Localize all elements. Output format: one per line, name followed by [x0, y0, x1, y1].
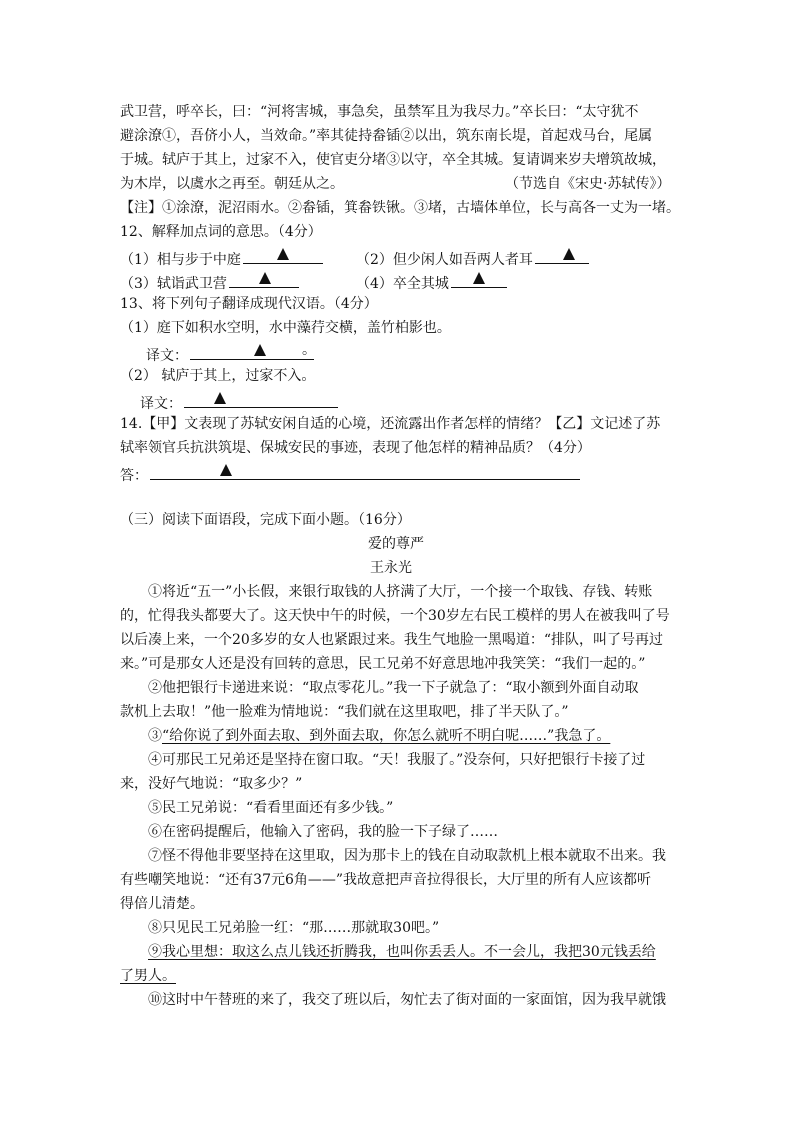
passage-line: 为木岸，以虞水之再至。朝廷从之。	[120, 176, 344, 192]
period-mark: 。	[302, 342, 316, 358]
q13-translation-2	[140, 390, 338, 414]
q12-item-2-text: （2）但少闲人如吾两人者耳	[356, 252, 533, 268]
section-heading: （三）阅读下面语段，完成下面小题。（16分）	[120, 512, 411, 528]
triangle-marker-icon	[563, 248, 575, 260]
question-14-line: 14.【甲】文表现了苏轼安闲自适的心境，还流露出作者怎样的情绪？【乙】文记述了苏	[120, 416, 661, 432]
q12-item-1-text: （1）相与步于中庭	[120, 252, 241, 268]
underlined-paragraph	[148, 726, 610, 748]
translation-blank[interactable]	[190, 342, 314, 360]
paragraph-line: ⑥在密码提醒后，他输入了密码，我的脸一下子绿了……	[148, 824, 498, 840]
paragraph-line: ⑩这时中午替班的来了，我交了班以后，匆忙去了街对面的一家面馆，因为我早就饿	[148, 992, 666, 1008]
triangle-marker-icon	[220, 464, 232, 476]
article-author: 王永光	[370, 560, 412, 576]
question-13-stem: 13、将下列句子翻译成现代汉语。（4分）	[120, 296, 378, 312]
translation-blank[interactable]	[184, 390, 338, 408]
paragraph-line: ④可那民工兄弟还是坚持在窗口取。“天！我服了。”没奈何，只好把银行卡接了过	[148, 752, 646, 768]
triangle-marker-icon	[473, 272, 485, 284]
paragraph-number: ③	[148, 728, 162, 744]
q13-sentence-1: （1）庭下如积水空明，水中藻荇交横，盖竹柏影也。	[120, 320, 451, 336]
translation-label: 译文：	[146, 348, 188, 364]
paragraph-line: ②他把银行卡递进来说：“取点零花儿。”我一下子就急了：“取小额到外面自动取	[148, 680, 639, 696]
source-citation: （节选自《宋史·苏轼传》）	[505, 176, 671, 192]
paragraph-line: 以后凑上来，一个20多岁的女人也紧跟过来。我生气地脸一黑喝道：“排队，叫了号再过	[120, 632, 663, 648]
translation-label: 译文：	[140, 396, 182, 412]
paragraph-line: 来，没好气地说：“取多少？”	[120, 776, 303, 792]
answer-blank[interactable]	[150, 462, 580, 480]
article-title: 爱的尊严	[368, 536, 424, 552]
triangle-marker-icon	[277, 248, 289, 260]
passage-line: 于城。轼庐于其上，过家不入，使官吏分堵③以守，卒全其城。复请调来岁夫增筑故城，	[120, 152, 666, 168]
paragraph-line: 来。”可是那女人还是没有回转的意思，民工兄弟不好意思地冲我笑笑：“我们一起的。”	[120, 656, 646, 672]
answer-blank[interactable]	[243, 246, 323, 264]
q14-answer	[120, 462, 580, 486]
q12-item-4-text: （4）卒全其城	[356, 276, 449, 292]
answer-label: 答：	[120, 468, 148, 484]
paragraph-line: ⑦怪不得他非要坚持在这里取，因为那卡上的钱在自动取款机上根本就取不出来。我	[148, 848, 666, 864]
paragraph-line: ⑧只见民工兄弟脸一红：“那……那就取30吧。”	[148, 920, 440, 936]
paragraph-line: ⑤民工兄弟说：“看看里面还有多少钱。”	[148, 800, 394, 816]
underlined-sentence: “给你说了到外面去取、到外面去取，你怎么就听不明白呢……”我急了。	[162, 728, 611, 744]
triangle-marker-icon	[259, 272, 271, 284]
answer-blank[interactable]	[451, 270, 507, 288]
q13-translation-1	[146, 342, 314, 366]
answer-blank[interactable]	[229, 270, 299, 288]
paragraph-line: 有些嘲笑地说：“还有37元6角——”我故意把声音拉得很长，大厅里的所有人应该都听	[120, 872, 652, 888]
question-14-line: 轼率领官兵抗洪筑堤、保城安民的事迹，表现了他怎样的精神品质？（4分）	[120, 440, 591, 456]
q12-item-3-text: （3）轼诣武卫营	[120, 276, 227, 292]
triangle-marker-icon	[254, 344, 266, 356]
passage-line: 武卫营，呼卒长，曰：“河将害城，事急矣，虽禁军且为我尽力。”卒长曰：“太守犹不	[120, 104, 639, 120]
passage-line: 避涂潦①，吾侪小人，当效命。”率其徒持畚锸②以出，筑东南长堤，首起戏马台，尾属	[120, 128, 653, 144]
q12-item-1	[120, 246, 323, 270]
triangle-marker-icon	[214, 392, 226, 404]
paragraph-line: 款机上去取！”他一脸难为情地说：“我们就在这里取吧，排了半天队了。”	[120, 704, 569, 720]
q13-sentence-2: （2） 轼庐于其上，过家不入。	[120, 368, 316, 384]
paragraph-line: 得倍儿清楚。	[120, 896, 204, 912]
q12-item-3	[120, 270, 299, 294]
annotation-note: 【注】①涂潦，泥沼雨水。②畚锸，箕畚铁锹。③堵，古墙体单位，长与高各一丈为一堵。	[120, 200, 680, 216]
answer-blank[interactable]	[535, 246, 589, 264]
paragraph-line: ①将近“五一”小长假，来银行取钱的人挤满了大厅，一个接一个取钱、存钱、转账	[148, 584, 653, 600]
underlined-sentence: ⑨我心里想：取这么点儿钱还折腾我，也叫你丢丢人。不一会儿，我把30元钱丢给	[148, 944, 656, 960]
q12-item-4	[356, 270, 507, 294]
paragraph-line: 的，忙得我头都要大了。这天快中午的时候，一个30岁左右民工模样的男人在被我叫了号	[120, 608, 670, 624]
underlined-sentence: 了男人。	[120, 968, 176, 984]
question-12-stem: 12、解释加点词的意思。（4分）	[120, 224, 322, 240]
q12-item-2	[356, 246, 589, 270]
